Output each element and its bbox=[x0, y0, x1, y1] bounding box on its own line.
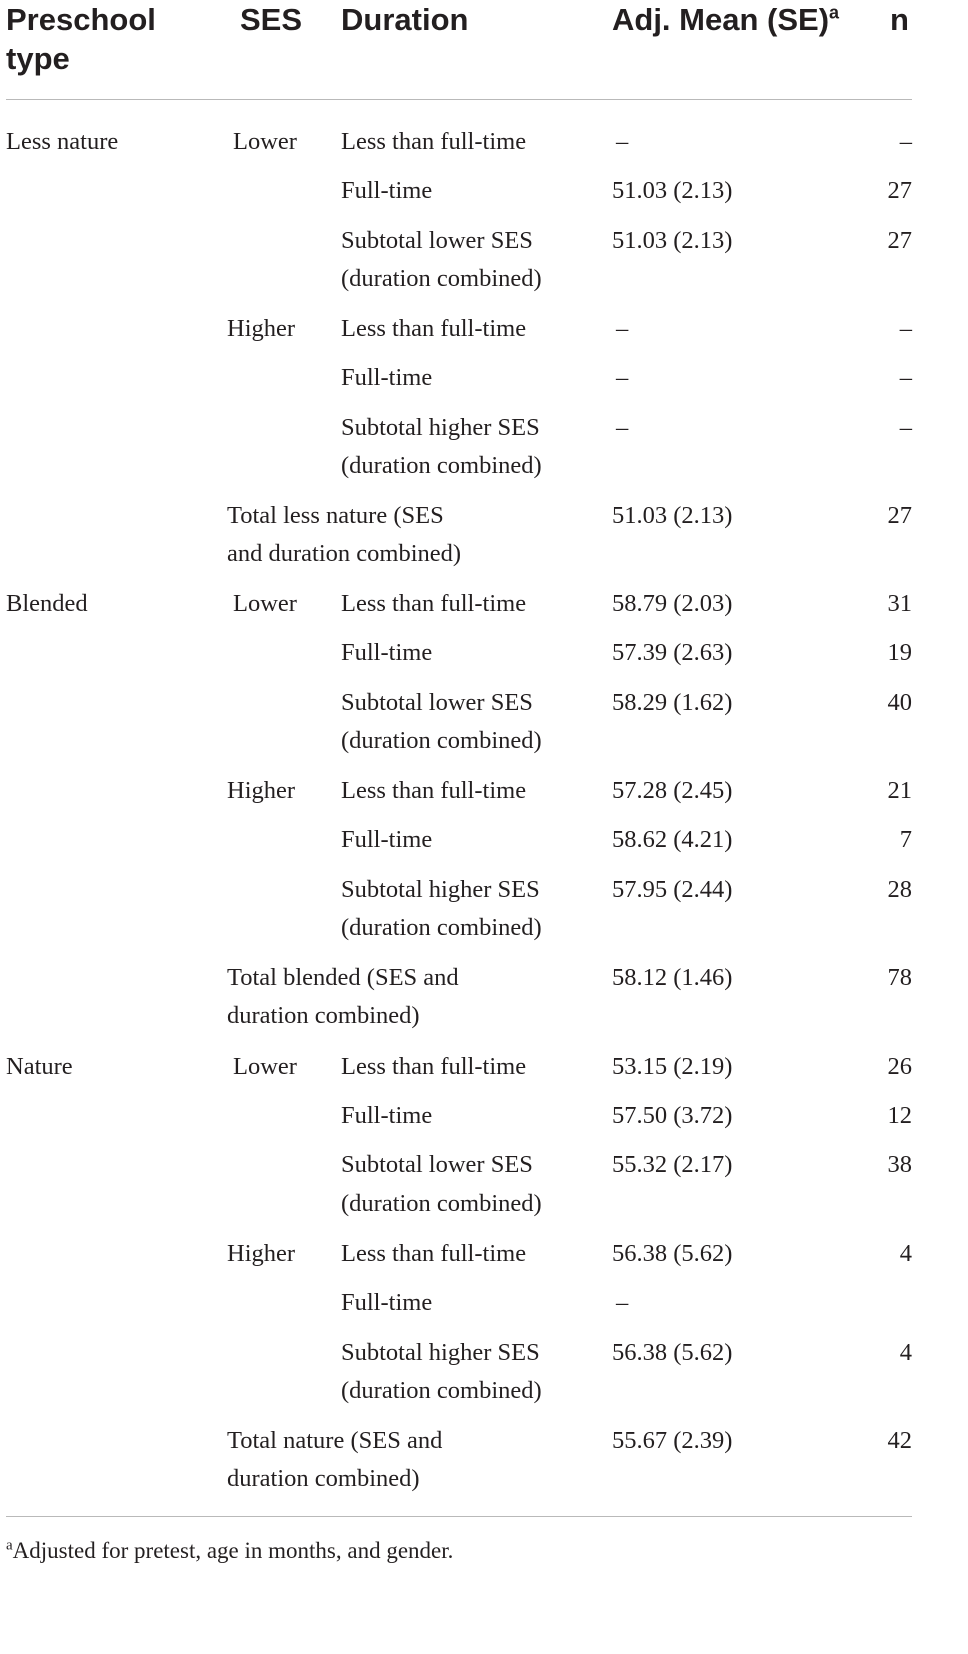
header-ses: SES bbox=[240, 2, 303, 37]
cell-adj-mean: 53.15 (2.19) bbox=[612, 1053, 733, 1080]
header-preschool-type-line2: type bbox=[6, 41, 70, 76]
cell-duration: Subtotal higher SES bbox=[341, 414, 540, 441]
cell-adj-mean: – bbox=[616, 364, 629, 391]
cell-adj-mean: 55.67 (2.39) bbox=[612, 1427, 733, 1454]
cell-duration: Less than full-time bbox=[341, 1053, 527, 1080]
header-rule bbox=[6, 99, 912, 100]
cell-adj-mean: 55.32 (2.17) bbox=[612, 1151, 733, 1178]
header-preschool-type-line1: Preschool bbox=[6, 2, 156, 37]
cell-ses: Higher bbox=[227, 777, 296, 804]
cell-duration-cont: (duration combined) bbox=[341, 452, 542, 479]
cell-duration-cont: (duration combined) bbox=[341, 1377, 542, 1404]
cell-adj-mean: – bbox=[616, 414, 629, 441]
cell-n: 27 bbox=[887, 227, 912, 254]
cell-n: 12 bbox=[887, 1102, 912, 1129]
cell-adj-mean: 51.03 (2.13) bbox=[612, 177, 733, 204]
cell-duration: Full-time bbox=[341, 1289, 433, 1316]
cell-n: – bbox=[899, 364, 912, 391]
cell-n: – bbox=[899, 414, 912, 441]
cell-n: 27 bbox=[887, 177, 912, 204]
cell-n: 40 bbox=[887, 689, 912, 716]
cell-duration: Full-time bbox=[341, 826, 433, 853]
cell-adj-mean: 58.62 (4.21) bbox=[612, 826, 733, 853]
cell-adj-mean: – bbox=[616, 128, 629, 155]
cell-adj-mean: 57.28 (2.45) bbox=[612, 777, 733, 804]
cell-preschool-type: Less nature bbox=[6, 128, 119, 155]
cell-adj-mean: 57.50 (3.72) bbox=[612, 1102, 733, 1129]
cell-duration-cont: (duration combined) bbox=[341, 914, 542, 941]
cell-duration: Subtotal higher SES bbox=[341, 876, 540, 903]
cell-n: 28 bbox=[887, 876, 912, 903]
cell-adj-mean: – bbox=[616, 315, 629, 342]
cell-duration-cont: (duration combined) bbox=[341, 727, 542, 754]
cell-ses: Higher bbox=[227, 315, 296, 342]
cell-adj-mean: 58.79 (2.03) bbox=[612, 590, 733, 617]
cell-n: 42 bbox=[887, 1427, 912, 1454]
cell-preschool-type: Nature bbox=[6, 1053, 73, 1080]
cell-n: 7 bbox=[899, 826, 912, 853]
cell-duration: Less than full-time bbox=[341, 1240, 527, 1267]
cell-n: – bbox=[899, 128, 912, 155]
cell-adj-mean: 51.03 (2.13) bbox=[612, 227, 733, 254]
header-adj-mean-footnote-marker: a bbox=[829, 2, 840, 23]
footnote-text: Adjusted for pretest, age in months, and gender. bbox=[12, 1538, 454, 1563]
cell-ses: Lower bbox=[233, 590, 297, 617]
cell-total: Total less nature (SES bbox=[227, 502, 444, 529]
cell-duration: Subtotal higher SES bbox=[341, 1339, 540, 1366]
cell-adj-mean: 58.12 (1.46) bbox=[612, 964, 733, 991]
cell-adj-mean: 56.38 (5.62) bbox=[612, 1339, 733, 1366]
cell-adj-mean: 51.03 (2.13) bbox=[612, 502, 733, 529]
cell-adj-mean: 58.29 (1.62) bbox=[612, 689, 733, 716]
header-adj-mean-label: Adj. Mean (SE) bbox=[612, 2, 830, 37]
cell-total: Total blended (SES and bbox=[227, 964, 459, 991]
cell-n: 27 bbox=[887, 502, 912, 529]
table-footnote bbox=[6, 1531, 453, 1570]
cell-duration: Less than full-time bbox=[341, 128, 527, 155]
cell-total-cont: and duration combined) bbox=[227, 540, 462, 567]
cell-duration-cont: (duration combined) bbox=[341, 265, 542, 292]
header-adj-mean bbox=[612, 0, 839, 40]
header-n: n bbox=[890, 2, 909, 37]
cell-duration: Less than full-time bbox=[341, 315, 527, 342]
header-duration: Duration bbox=[341, 2, 469, 37]
cell-duration: Full-time bbox=[341, 639, 433, 666]
cell-n: 26 bbox=[887, 1053, 912, 1080]
cell-duration: Subtotal lower SES bbox=[341, 1151, 533, 1178]
cell-adj-mean: 57.95 (2.44) bbox=[612, 876, 733, 903]
cell-adj-mean: 56.38 (5.62) bbox=[612, 1240, 733, 1267]
cell-n: 31 bbox=[887, 590, 912, 617]
cell-duration: Full-time bbox=[341, 1102, 433, 1129]
cell-ses: Lower bbox=[233, 128, 297, 155]
cell-adj-mean: 57.39 (2.63) bbox=[612, 639, 733, 666]
cell-total-cont: duration combined) bbox=[227, 1465, 420, 1492]
cell-duration: Less than full-time bbox=[341, 777, 527, 804]
cell-duration: Full-time bbox=[341, 177, 433, 204]
cell-duration: Less than full-time bbox=[341, 590, 527, 617]
cell-duration-cont: (duration combined) bbox=[341, 1190, 542, 1217]
cell-total-cont: duration combined) bbox=[227, 1002, 420, 1029]
cell-n: 4 bbox=[899, 1240, 912, 1267]
footer-rule bbox=[6, 1516, 912, 1517]
cell-duration: Subtotal lower SES bbox=[341, 689, 533, 716]
cell-n: 21 bbox=[887, 777, 912, 804]
cell-ses: Higher bbox=[227, 1240, 296, 1267]
cell-total: Total nature (SES and bbox=[227, 1427, 443, 1454]
cell-n: – bbox=[899, 315, 912, 342]
cell-n: 19 bbox=[887, 639, 912, 666]
cell-n: 4 bbox=[899, 1339, 912, 1366]
cell-duration: Subtotal lower SES bbox=[341, 227, 533, 254]
footnote-marker: a bbox=[6, 1537, 13, 1554]
cell-n: 78 bbox=[887, 964, 912, 991]
cell-duration: Full-time bbox=[341, 364, 433, 391]
cell-n: 38 bbox=[887, 1151, 912, 1178]
cell-ses: Lower bbox=[233, 1053, 297, 1080]
cell-preschool-type: Blended bbox=[6, 590, 88, 617]
cell-adj-mean: – bbox=[616, 1289, 629, 1316]
